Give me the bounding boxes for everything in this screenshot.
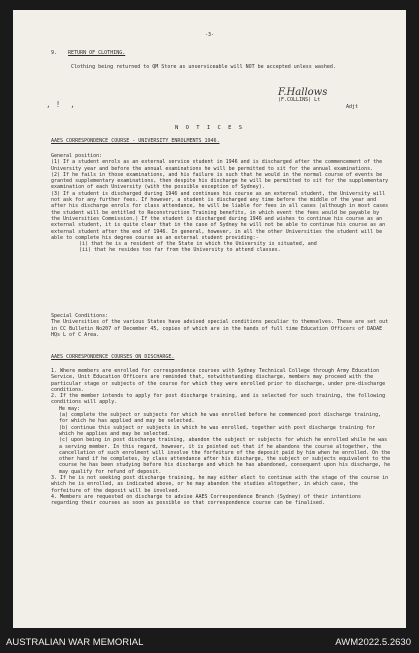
signature-rank: Lt — [314, 97, 321, 104]
section-9 — [51, 50, 381, 71]
footer-reference: AWM2022.5.2630 — [335, 637, 411, 648]
notices-heading: N O T I C E S — [174, 125, 245, 131]
signature-block — [278, 87, 388, 110]
archive-footer — [0, 633, 419, 653]
discharge-subitem-a: (a) complete the subject or subjects for which he was enrolled before he commenced post discharge training, for which he has applied and may be selected. — [59, 412, 382, 425]
discharge-subitem-b: (b) continue this subject or subjects in which he was enrolled, together with post discharge training for which he applies and may be selected. — [59, 424, 376, 437]
special-conditions-label: Special Conditions: — [51, 313, 109, 319]
aaes-university-heading: AAES CORRESPONDENCE COURSE - UNIVERSITY ENROLMENTS 1946. — [51, 138, 220, 144]
discharge-item-4: 4. Members are requested on discharge to advise AAES Correspondence Branch (Sydney) of their intentions regarding their courses as soon as possible so that correspondence course can be finalised. — [51, 493, 362, 507]
margin-marks: , ! , — [46, 100, 75, 109]
general-position-subitem-ii: (ii) that he resides too far from the University to attend classes. — [79, 247, 281, 254]
discharge-subitem-c: (c) upon being in post discharge training, abandon the subject or subjects for which he enrolled while he was a serving member. In this regard, however, it is pointed out that if he abandons the course altogether, the cancellation of such enrolment will involve the forfeiture of the deposit paid by him when he enrolled. On the other hand if he completes, by class attendance after his discharge, the subject or subjects equivalent to the course he has been studying before his discharge and which he has abandoned, consequent upon his discharge, he may qualify for refund of deposit. — [59, 437, 391, 475]
footer-institution: AUSTRALIAN WAR MEMORIAL — [6, 637, 144, 648]
aaes-discharge-heading: AAES CORRESPONDENCE COURSES ON DISCHARGE. — [51, 354, 175, 360]
general-position-subitem-i: (i) that he is a resident of the State in which the University is situated, and — [79, 241, 317, 248]
discharge-item-1: 1. Where members are enrolled for correspondence courses with Sydney Technical College through Army Education Service, Unit Education Officers are reminded that, notwithstanding discharge, members may proceed with the particular stage or subjects of the course for which they were enrolled prior to discharge, under pre-discharge conditions. — [51, 368, 386, 393]
general-position-item-1: (1) If a student enrols as an external service student in 1946 and is discharged after the commencement of the University year and before the annual examinations he will be permitted to sit for the annual examinations. — [51, 159, 383, 172]
general-position-label: General position: — [51, 153, 103, 159]
general-position-item-3: (3) If a student is discharged during 1946 and continues his course as an external student, the University will not ask for any further fees. If however, a student is discharged any time before the middle of the year and after his discharge enrols for class attendance, he will be liable for fees in all cases (although in most cases the student will be entitled to Reconstruction Training benefits, in which event the fees would be payable by the Universities Commission.) If the student is discharged during 1946 and wishes to continue his course as an external student, it is quite clear that in the case of Sydney he will not be able to continue his course as an external student after the end of 1946. In general, however, in all the other Universities the student will be able to complete his degree course as an external student providing:- — [51, 190, 389, 241]
discharge-section — [51, 368, 391, 507]
discharge-he-may: He may: — [59, 405, 81, 412]
special-conditions — [51, 313, 391, 338]
section-9-number: 9. — [51, 50, 58, 56]
section-9-body: Clothing being returned to QM Store as unserviceable will NOT be accepted unless washed. — [71, 64, 336, 71]
section-9-heading: RETURN OF CLOTHING. — [68, 50, 126, 56]
discharge-item-3: 3. If he is not seeking post discharge training, he may either elect to continue with the stage of the course in which he is enrolled, as indicated above, or he may abandon the studies altogether, in which case, the forfeiture of the deposit will be involved. — [51, 475, 389, 494]
general-position-item-2: (2) If he fails in those examinations, and his failure is such that he would in the normal course of events be granted supplementary examinations, then despite his discharge he will be permitted to sit for the supplementary examination of each University (with the possible exception of Sydney). — [51, 171, 389, 191]
signature-title: Adjt — [346, 103, 359, 110]
page-number: -3- — [204, 32, 215, 38]
special-conditions-body: The Universities of the various States have advised special conditions peculiar to themselves. These are set out in CC Bulletin No207 of December 45, copies of which are in the hands of full time Education Officers of DADAE HQs L of C Area. — [51, 319, 389, 338]
handwritten-signature: F.Hallows — [278, 87, 328, 98]
general-position — [51, 153, 391, 254]
discharge-item-2: 2. If the member intends to apply for post discharge training, and is selected for such training, the following conditions will apply. — [51, 393, 386, 406]
signature-name: (F.COLLINS) — [278, 97, 312, 104]
document-page — [13, 10, 406, 628]
